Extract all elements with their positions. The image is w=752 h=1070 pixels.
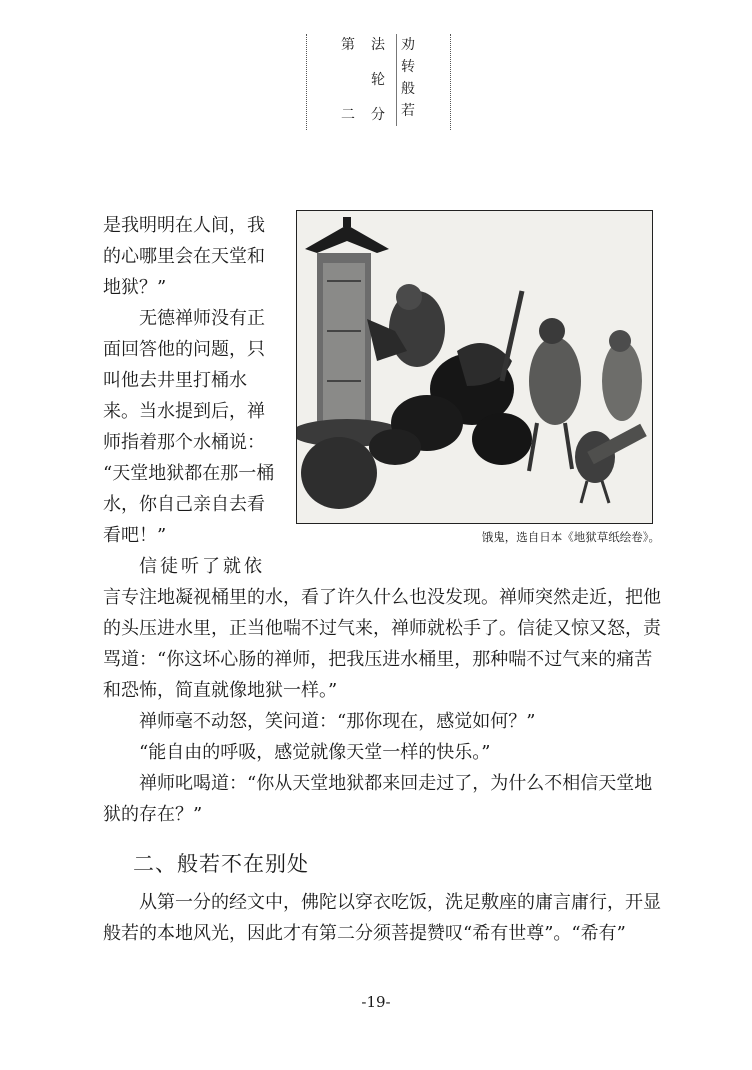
header-char: 轮 <box>371 72 385 88</box>
header-title <box>396 34 419 126</box>
figure-caption: 饿鬼，选自日本《地狱草纸绘卷》。 <box>481 530 660 544</box>
header-rule <box>306 34 307 130</box>
header-char: 二 <box>341 107 355 123</box>
header-char: 法 <box>371 37 385 53</box>
header-char: 第 <box>341 37 355 53</box>
body-paragraph: 是我明明在人间，我的心哪里会在天堂和地狱？” <box>103 215 265 298</box>
illustration-hungry-ghosts <box>296 210 653 524</box>
header-char: 转 <box>401 59 415 75</box>
header-char: 若 <box>401 103 415 119</box>
body-paragraph: 禅师叱喝道：“你从天堂地狱都来回走过了，为什么不相信天堂地狱的存在？” <box>103 773 653 825</box>
header-char: 般 <box>401 81 415 97</box>
body-paragraph: 从第一分的经文中，佛陀以穿衣吃饭，洗足敷座的庸言庸行，开显般若的本地风光，因此才有第二分须菩提赞叹“希有世尊”。“希有” <box>103 892 661 944</box>
header-char: 劝 <box>401 37 415 53</box>
body-paragraph: 言专注地凝视桶里的水，看了许久什么也没发现。禅师突然走近，把他的头压进水里，正当他喘不过气来，禅师就松手了。信徒又惊又怒，责骂道：“你这坏心肠的禅师，把我压进水桶里，那种喘不过气来的痛苦和恐怖，简直就像地狱一样。” <box>103 587 661 701</box>
ink-painting-image <box>297 211 652 523</box>
body-paragraph: “能自由的呼吸，感觉就像天堂一样的快乐。” <box>139 742 491 763</box>
section-heading: 二、般若不在别处 <box>133 852 309 876</box>
header-char: 分 <box>371 107 385 123</box>
body-paragraph: “天堂地狱都在那一桶水，你自己亲自去看看吧！” <box>103 463 275 546</box>
header-section <box>368 34 388 126</box>
running-header <box>306 34 450 130</box>
body-paragraph: 无德禅师没有正面回答他的问题，只叫他去井里打桶水来。当水提到后，禅师指着那个水桶说： <box>103 308 265 453</box>
header-part <box>338 34 358 126</box>
page-number: -19- <box>361 993 391 1011</box>
header-rule <box>450 34 451 130</box>
body-paragraph: 信徒听了就依 <box>139 556 265 577</box>
body-paragraph: 禅师毫不动怒，笑问道：“那你现在，感觉如何？” <box>139 711 536 732</box>
